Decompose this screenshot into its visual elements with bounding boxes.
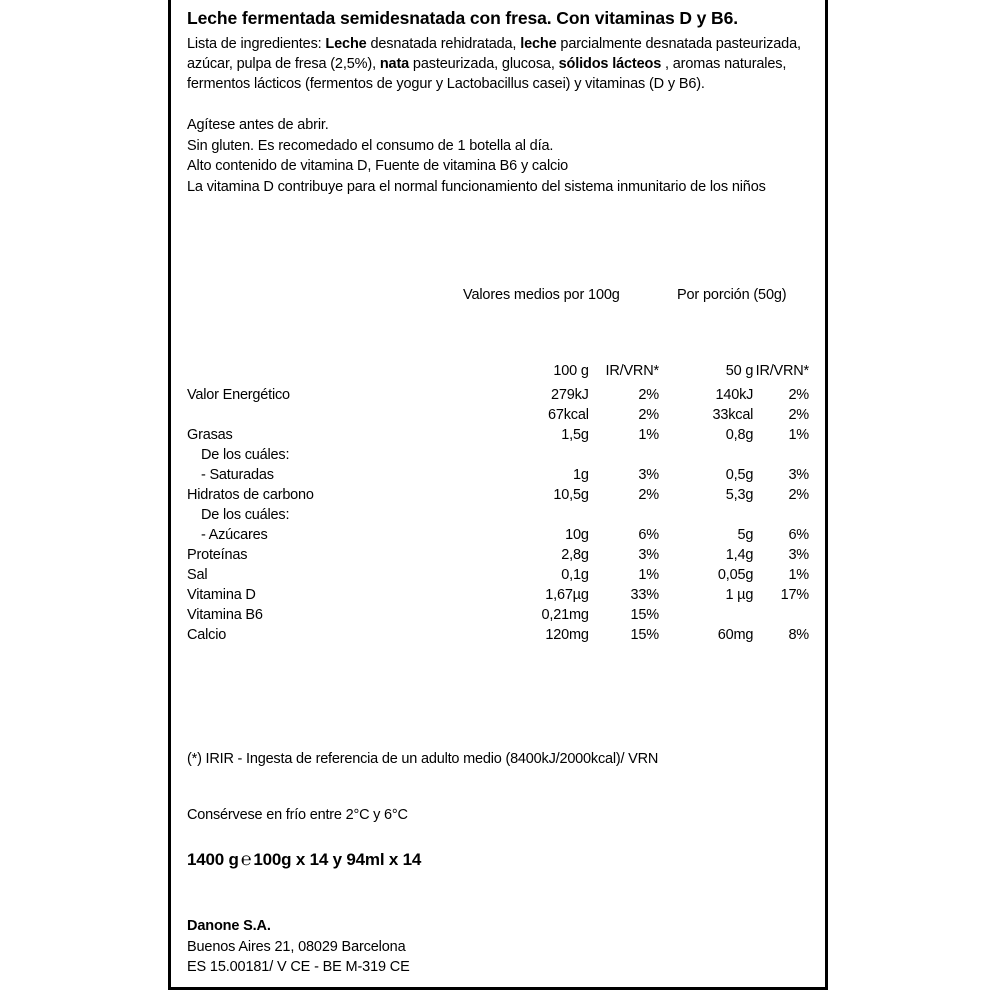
nutrition-row bbox=[187, 485, 809, 505]
header-percent-50g: IR/VRN* bbox=[755, 363, 809, 379]
nutrient-amount-100g: 0,21mg bbox=[541, 607, 589, 623]
product-claims bbox=[187, 115, 809, 197]
nutrient-percent-50g bbox=[753, 505, 809, 525]
nutrient-percent-100g: 2% bbox=[638, 407, 659, 423]
nutrient-amount-50g: 60mg bbox=[717, 627, 754, 643]
nutrient-label: De los cuáles: bbox=[201, 447, 290, 463]
nutrient-percent-100g bbox=[589, 505, 659, 525]
nutrient-amount-100g: 2,8g bbox=[561, 547, 589, 563]
nutrient-amount-100g bbox=[501, 505, 589, 525]
net-weight-detail: 100g x 14 y 94ml x 14 bbox=[253, 850, 422, 869]
nutrition-label-panel bbox=[168, 0, 828, 990]
label-content bbox=[187, 0, 809, 987]
nutrient-amount-50g: 0,5g bbox=[725, 467, 754, 483]
nutrient-amount-100g: 10g bbox=[565, 527, 589, 543]
ingredient-allergen: sólidos lácteos bbox=[558, 56, 662, 72]
nutrient-percent-50g bbox=[753, 445, 809, 465]
nutrient-percent-100g: 2% bbox=[638, 487, 659, 503]
nutrient-label: Calcio bbox=[187, 627, 227, 643]
nutrition-row bbox=[187, 565, 809, 585]
ingredients-list bbox=[187, 34, 809, 94]
header-amount-100g: 100 g bbox=[553, 363, 589, 379]
nutrition-row bbox=[187, 605, 809, 625]
claim-line: Alto contenido de vitamina D, Fuente de vitamina B6 y calcio bbox=[187, 158, 569, 174]
nutrient-label: Vitamina D bbox=[187, 587, 256, 603]
ingredient-allergen: nata bbox=[379, 56, 410, 72]
ingredient-text: parcialmente desnatada pasteurizada, azúcar, pulpa de fresa (2,5%), bbox=[187, 36, 801, 72]
nutrition-table-head bbox=[187, 361, 809, 385]
nutrition-row bbox=[187, 545, 809, 565]
claim-line: Agítese antes de abrir. bbox=[187, 117, 329, 133]
nutrient-percent-100g: 2% bbox=[638, 387, 659, 403]
nutrient-percent-100g: 15% bbox=[630, 627, 659, 643]
nutrient-percent-100g: 1% bbox=[638, 427, 659, 443]
nutrition-table bbox=[187, 361, 809, 645]
nutrient-percent-50g bbox=[753, 605, 809, 625]
nutrient-label: Sal bbox=[187, 567, 208, 583]
caption-per-portion: Por porción (50g) bbox=[677, 287, 787, 303]
nutrient-percent-50g: 1% bbox=[788, 427, 809, 443]
company-registration: ES 15.00181/ V CE - BE M-319 CE bbox=[187, 959, 410, 975]
nutrient-amount-50g: 5,3g bbox=[725, 487, 754, 503]
nutrient-amount-100g: 1,67µg bbox=[545, 587, 589, 603]
nutrient-percent-50g: 2% bbox=[788, 487, 809, 503]
nutrient-amount-100g: 120mg bbox=[545, 627, 589, 643]
nutrient-amount-50g: 1,4g bbox=[725, 547, 754, 563]
nutrient-amount-50g: 0,8g bbox=[725, 427, 754, 443]
nutrient-label: - Azúcares bbox=[201, 527, 268, 543]
nutrient-label: Grasas bbox=[187, 427, 233, 443]
product-title: Leche fermentada semidesnatada con fresa. Con vitaminas D y B6. bbox=[187, 8, 738, 28]
estimated-sign-icon: ℮ bbox=[240, 849, 252, 869]
nutrition-row bbox=[187, 385, 809, 405]
ingredient-text: pasteurizada, glucosa, bbox=[409, 56, 559, 72]
company-name: Danone S.A. bbox=[187, 918, 271, 934]
nutrient-percent-100g: 6% bbox=[638, 527, 659, 543]
nutrient-percent-50g: 3% bbox=[788, 547, 809, 563]
nutrition-row bbox=[187, 445, 809, 465]
claim-line: Sin gluten. Es recomedado el consumo de 1 botella al día. bbox=[187, 137, 554, 154]
nutrient-percent-50g: 8% bbox=[788, 627, 809, 643]
nutrient-percent-50g: 1% bbox=[788, 567, 809, 583]
ingredients-prefix: Lista de ingredientes: bbox=[187, 36, 326, 52]
nutrient-amount-100g: 10,5g bbox=[553, 487, 589, 503]
nutrition-row bbox=[187, 525, 809, 545]
nutrient-label: Proteínas bbox=[187, 547, 248, 563]
nutrient-percent-100g: 33% bbox=[630, 587, 659, 603]
nutrient-amount-100g bbox=[501, 445, 589, 465]
caption-per-100g: Valores medios por 100g bbox=[463, 287, 620, 303]
nutrient-percent-100g bbox=[589, 445, 659, 465]
nutrient-amount-50g: 140kJ bbox=[715, 387, 754, 403]
header-percent-100g: IR/VRN* bbox=[605, 363, 659, 379]
reference-intake-footnote: (*) IRIR - Ingesta de referencia de un adulto medio (8400kJ/2000kcal)/ VRN bbox=[187, 751, 659, 767]
nutrient-percent-50g: 17% bbox=[780, 587, 809, 603]
nutrition-row bbox=[187, 405, 809, 425]
ingredient-allergen: Leche bbox=[325, 36, 367, 52]
net-weight-line bbox=[187, 849, 421, 870]
nutrient-amount-50g: 1 µg bbox=[725, 587, 754, 603]
nutrient-percent-100g: 3% bbox=[638, 467, 659, 483]
nutrient-amount-100g: 67kcal bbox=[548, 407, 589, 423]
nutrient-amount-50g bbox=[659, 505, 753, 525]
nutrition-row bbox=[187, 465, 809, 485]
nutrient-percent-100g: 3% bbox=[638, 547, 659, 563]
header-amount-50g: 50 g bbox=[725, 363, 754, 379]
nutrition-row bbox=[187, 425, 809, 445]
nutrient-percent-50g: 6% bbox=[788, 527, 809, 543]
nutrient-percent-50g: 2% bbox=[788, 407, 809, 423]
nutrient-amount-50g: 33kcal bbox=[712, 407, 754, 423]
nutrition-row bbox=[187, 625, 809, 645]
company-street: Buenos Aires 21, 08029 Barcelona bbox=[187, 938, 406, 955]
nutrient-amount-50g bbox=[659, 605, 753, 625]
nutrient-percent-100g: 15% bbox=[630, 607, 659, 623]
nutrient-amount-50g bbox=[659, 445, 753, 465]
nutrient-amount-100g: 1,5g bbox=[561, 427, 589, 443]
nutrient-label: Hidratos de carbono bbox=[187, 487, 314, 503]
claim-line: La vitamina D contribuye para el normal funcionamiento del sistema inmunitario de los niños bbox=[187, 178, 766, 195]
nutrient-label: Valor Energético bbox=[187, 387, 290, 403]
nutrition-header-row bbox=[187, 361, 809, 385]
storage-instructions: Consérvese en frío entre 2°C y 6°C bbox=[187, 807, 408, 823]
nutrient-label: De los cuáles: bbox=[201, 507, 290, 523]
nutrient-amount-100g: 1g bbox=[572, 467, 589, 483]
nutrient-label bbox=[187, 405, 501, 425]
ingredient-text: , aromas naturales, fermentos lácticos (fermentos de yogur y Lactobacillus casei) y vitaminas (D y B6). bbox=[187, 56, 787, 92]
ingredient-allergen: leche bbox=[520, 36, 557, 52]
nutrient-amount-50g: 0,05g bbox=[717, 567, 754, 583]
manufacturer-address bbox=[187, 916, 410, 978]
nutrient-amount-100g: 0,1g bbox=[561, 567, 589, 583]
nutrition-row bbox=[187, 505, 809, 525]
ingredient-text: desnatada rehidratada, bbox=[366, 36, 521, 52]
nutrition-row bbox=[187, 585, 809, 605]
nutrient-percent-50g: 3% bbox=[788, 467, 809, 483]
nutrient-percent-100g: 1% bbox=[638, 567, 659, 583]
nutrient-label: Vitamina B6 bbox=[187, 607, 263, 623]
header-nutrient bbox=[187, 361, 501, 385]
nutrient-label: - Saturadas bbox=[201, 467, 274, 483]
nutrition-table-body bbox=[187, 385, 809, 645]
nutrient-amount-100g: 279kJ bbox=[551, 387, 589, 403]
net-weight-value: 1400 g bbox=[187, 850, 239, 869]
nutrient-percent-50g: 2% bbox=[788, 387, 809, 403]
nutrient-amount-50g: 5g bbox=[737, 527, 754, 543]
